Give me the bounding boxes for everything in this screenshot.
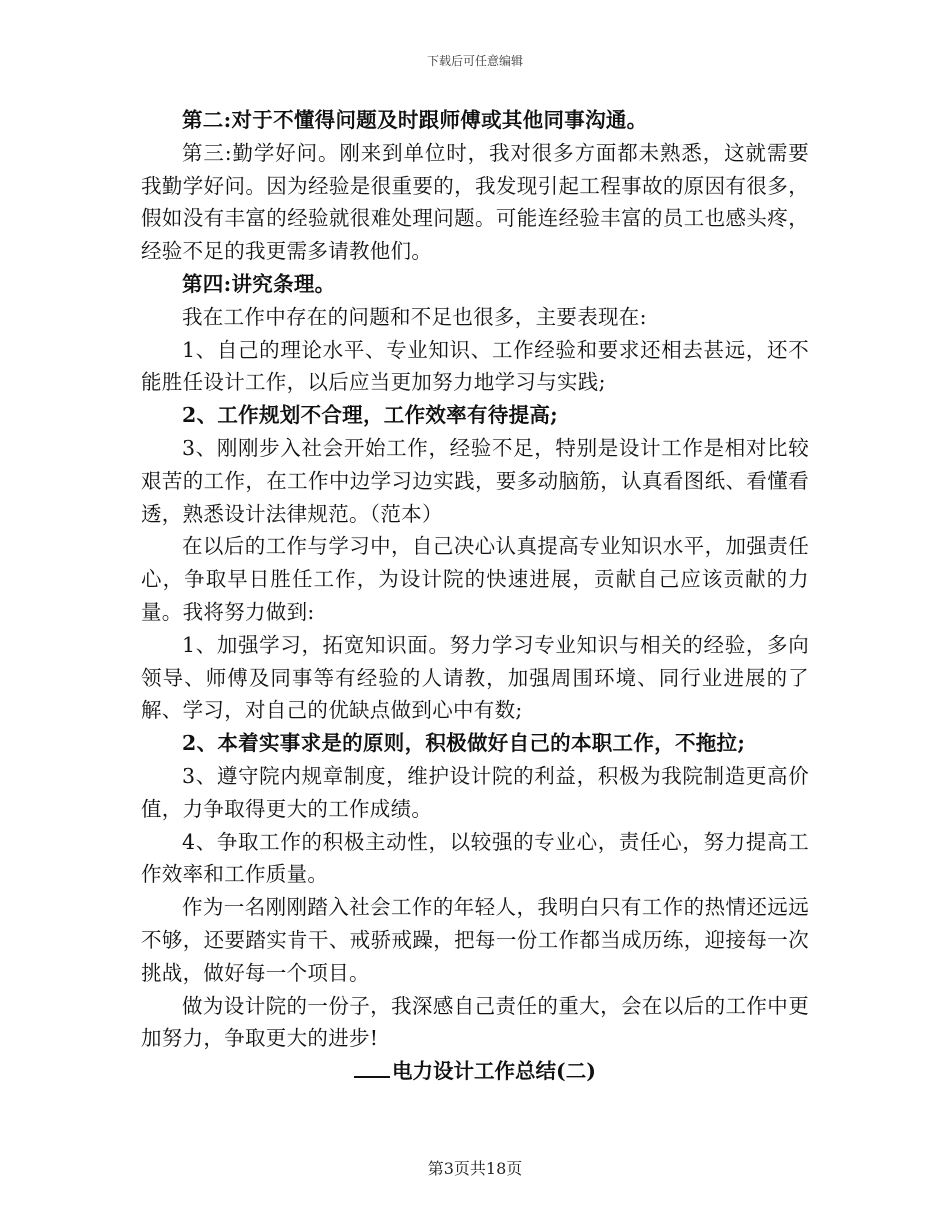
paragraph-12: 4、争取工作的积极主动性，以较强的专业心，责任心，努力提高工作效率和工作质量。 xyxy=(141,829,809,887)
paragraph-6: 2、工作规划不合理，工作效率有待提高; xyxy=(182,403,559,428)
paragraph-9: 1、加强学习，拓宽知识面。努力学习专业知识与相关的经验，多向领导、师傅及同事等有经验的人请教，加强周围环境、同行业进展的了解、学习，对自己的优缺点做到心中有数; xyxy=(141,632,809,723)
title-blank-underline xyxy=(354,1056,390,1078)
paragraph-11: 3、遵守院内规章制度，维护设计院的利益，积极为我院制造更高价值，力争取得更大的工作成绩。 xyxy=(141,763,809,821)
paragraph-2: 第三:勤学好问。刚来到单位时，我对很多方面都未熟悉，这就需要我勤学好问。因为经验是很重要的，我发现引起工程事故的原因有很多，假如没有丰富的经验就很难处理问题。可能连经验丰富的员工也感头疼，经验不足的我更需多请教他们。 xyxy=(141,140,809,264)
paragraph-8: 在以后的工作与学习中，自己决心认真提高专业知识水平，加强责任心，争取早日胜任工作，为设计院的快速进展，贡献自己应该贡献的力量。我将努力做到: xyxy=(141,534,809,624)
paragraph-4: 我在工作中存在的问题和不足也很多，主要表现在: xyxy=(182,304,647,329)
paragraph-5: 1、自己的理论水平、专业知识、工作经验和要求还相去甚远，还不能胜任设计工作，以后应当更加努力地学习与实践; xyxy=(141,337,809,395)
paragraph-7: 3、刚刚步入社会开始工作，经验不足，特别是设计工作是相对比较艰苦的工作，在工作中边学习边实践，要多动脑筋，认真看图纸、看懂看透，熟悉设计法律规范。（范本） xyxy=(141,435,809,526)
page-header: 下载后可任意编辑 xyxy=(426,54,523,68)
paragraph-14: 做为设计院的一份子，我深感自己责任的重大，会在以后的工作中更加努力，争取更大的进步! xyxy=(141,993,809,1051)
page-footer: 第3页共18页 xyxy=(427,1159,523,1178)
section-title-text: 电力设计工作总结(二) xyxy=(392,1059,596,1084)
document-body xyxy=(141,104,809,1088)
section-title xyxy=(141,1055,809,1088)
paragraph-10: 2、本着实事求是的原则，积极做好自己的本职工作，不拖拉; xyxy=(182,731,746,756)
paragraph-13: 作为一名刚刚踏入社会工作的年轻人，我明白只有工作的热情还远远不够，还要踏实肯干、戒骄戒躁，把每一份工作都当成历练，迎接每一次挑战，做好每一个项目。 xyxy=(141,895,809,985)
paragraph-3: 第四:讲究条理。 xyxy=(182,271,336,296)
paragraph-1: 第二:对于不懂得问题及时跟师傅或其他同事沟通。 xyxy=(182,108,648,132)
